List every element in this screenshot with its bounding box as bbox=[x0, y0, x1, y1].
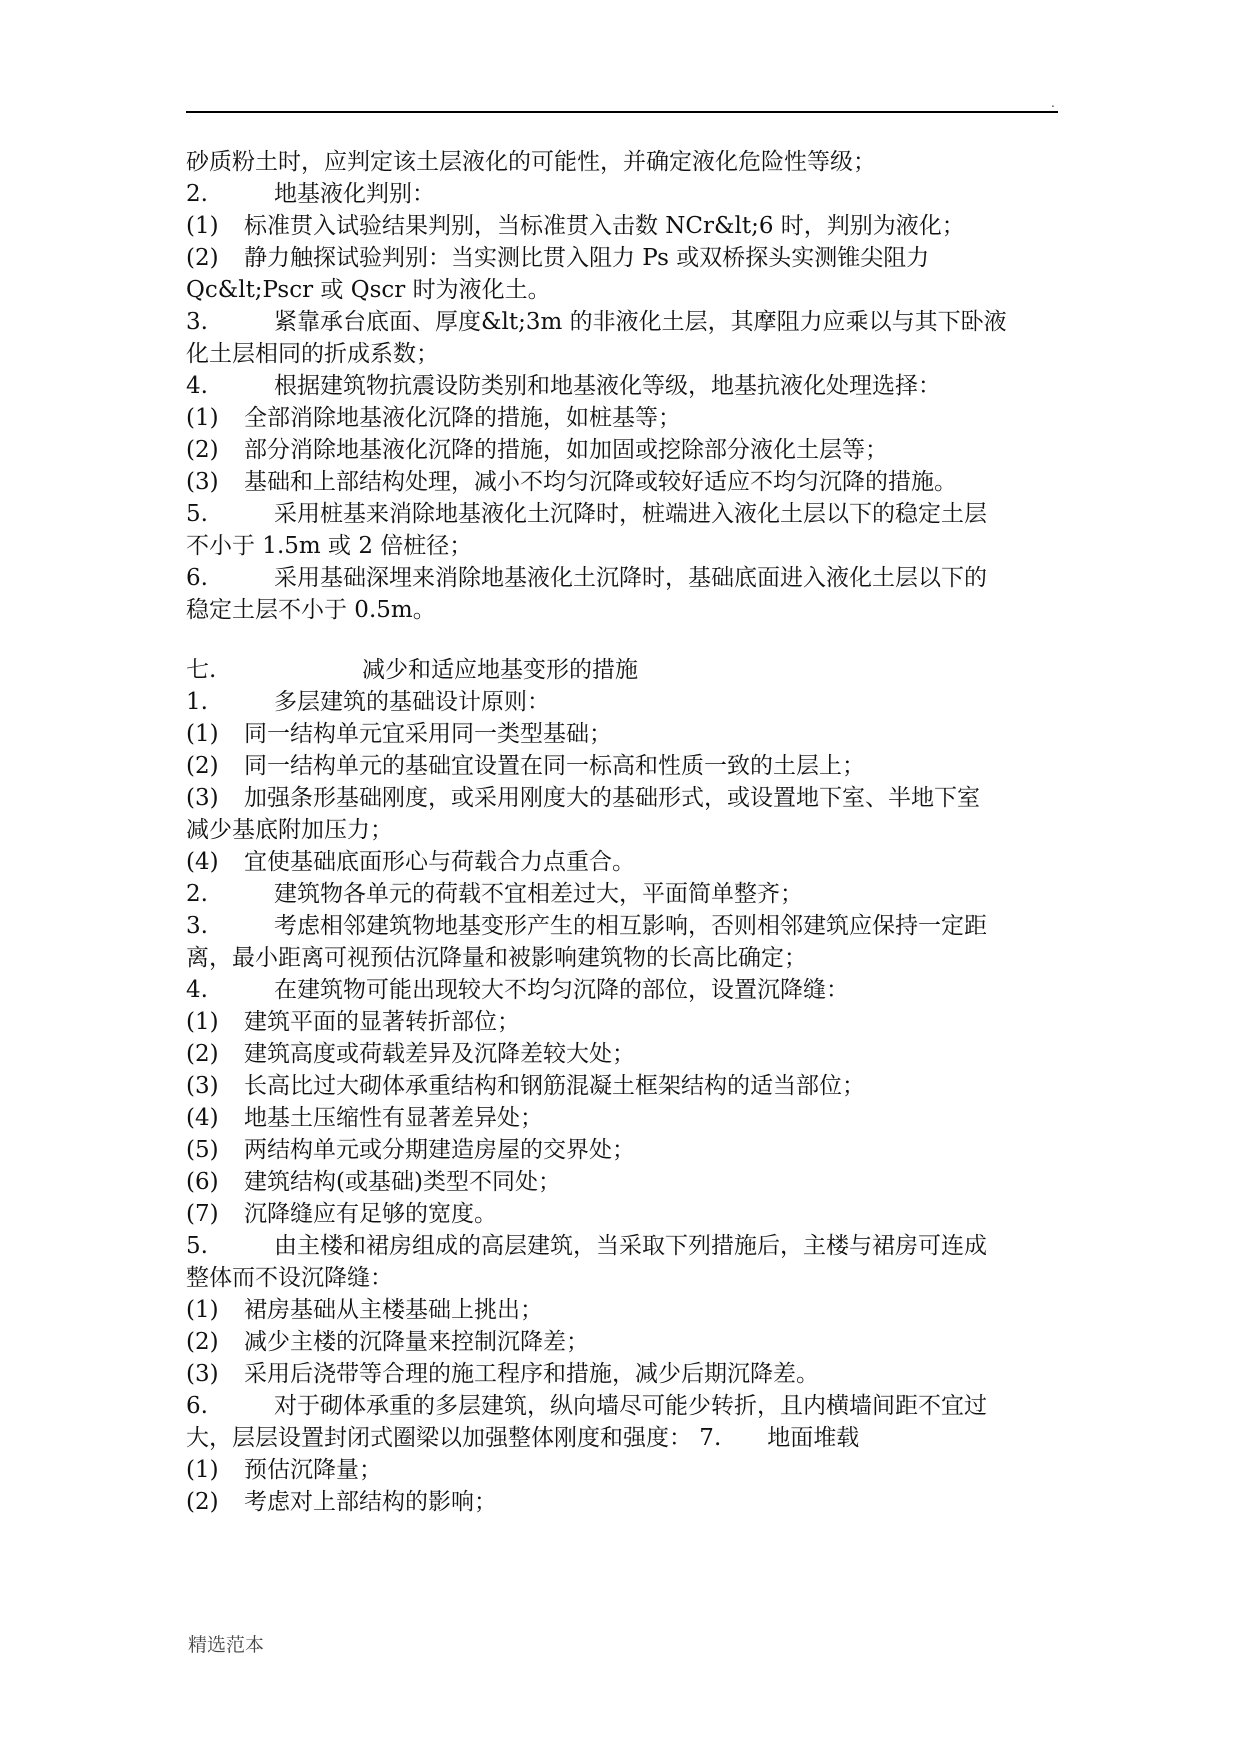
item-number: 2. bbox=[186, 881, 208, 907]
item-number: (4) bbox=[186, 849, 219, 875]
item-number: (2) bbox=[186, 753, 219, 779]
line-text: 采用基础深埋来消除地基液化土沉降时，基础底面进入液化土层以下的 bbox=[274, 565, 987, 591]
line-text: 采用桩基来消除地基液化土沉降时，桩端进入液化土层以下的稳定土层 bbox=[274, 501, 987, 527]
line-text: 紧靠承台底面、厚度&lt;3m 的非液化土层，其摩阻力应乘以与其下卧液 bbox=[274, 309, 1007, 335]
header-rule bbox=[186, 111, 1058, 113]
line-text: 长高比过大砌体承重结构和钢筋混凝土框架结构的适当部位； bbox=[244, 1073, 865, 1099]
item-number: (1) bbox=[186, 1297, 219, 1323]
line-text: 建筑物各单元的荷载不宜相差过大，平面简单整齐； bbox=[274, 881, 803, 907]
line-text: 根据建筑物抗震设防类别和地基液化等级，地基抗液化处理选择： bbox=[274, 373, 941, 399]
text-line bbox=[186, 878, 1066, 910]
item-number: (1) bbox=[186, 1009, 219, 1035]
text-line bbox=[186, 1294, 1066, 1326]
line-text: 地基液化判别： bbox=[274, 181, 435, 207]
text-line bbox=[186, 750, 1066, 782]
line-text: 砂质粉土时，应判定该土层液化的可能性，并确定液化危险性等级； bbox=[186, 149, 876, 175]
page-footer: 精选范本 bbox=[188, 1634, 265, 1656]
line-text: 宜使基础底面形心与荷载合力点重合。 bbox=[244, 849, 635, 875]
text-line bbox=[186, 434, 1066, 466]
line-text: 由主楼和裙房组成的高层建筑，当采取下列措施后，主楼与裙房可连成 bbox=[274, 1233, 987, 1259]
line-text: 预估沉降量； bbox=[244, 1457, 382, 1483]
line-text: 减少和适应地基变形的措施 bbox=[362, 657, 638, 683]
item-number: (3) bbox=[186, 1361, 219, 1387]
item-number: (1) bbox=[186, 213, 219, 239]
text-line bbox=[186, 1454, 1066, 1486]
text-line bbox=[186, 594, 1066, 626]
line-text: 建筑高度或荷载差异及沉降差较大处； bbox=[244, 1041, 635, 1067]
item-number: 4. bbox=[186, 977, 208, 1003]
item-number: (2) bbox=[186, 245, 219, 271]
item-number: (5) bbox=[186, 1137, 219, 1163]
item-number: 6. bbox=[186, 565, 208, 591]
text-line bbox=[186, 654, 1066, 686]
text-line bbox=[186, 1134, 1066, 1166]
text-line bbox=[186, 1198, 1066, 1230]
line-text: 大，层层设置封闭式圈梁以加强整体刚度和强度： 7. 地面堆载 bbox=[186, 1425, 860, 1451]
item-number: (1) bbox=[186, 721, 219, 747]
text-line bbox=[186, 274, 1066, 306]
item-number: (1) bbox=[186, 405, 219, 431]
text-line bbox=[186, 686, 1066, 718]
line-text: 不小于 1.5m 或 2 倍桩径； bbox=[186, 533, 473, 559]
line-text: 考虑对上部结构的影响； bbox=[244, 1489, 497, 1515]
line-text: 建筑结构(或基础)类型不同处； bbox=[244, 1169, 561, 1195]
line-text: 离，最小距离可视预估沉降量和被影响建筑物的长高比确定； bbox=[186, 945, 807, 971]
text-line bbox=[186, 782, 1066, 814]
text-line bbox=[186, 498, 1066, 530]
text-line bbox=[186, 1102, 1066, 1134]
text-line bbox=[186, 1006, 1066, 1038]
text-line bbox=[186, 178, 1066, 210]
text-line bbox=[186, 1262, 1066, 1294]
text-line bbox=[186, 1070, 1066, 1102]
item-number: (3) bbox=[186, 785, 219, 811]
line-text: 地基土压缩性有显著差异处； bbox=[244, 1105, 543, 1131]
item-number: (2) bbox=[186, 1489, 219, 1515]
document-body bbox=[186, 146, 1066, 1518]
text-line bbox=[186, 1230, 1066, 1262]
item-number: 6. bbox=[186, 1393, 208, 1419]
line-text: 在建筑物可能出现较大不均匀沉降的部位，设置沉降缝： bbox=[274, 977, 849, 1003]
text-line bbox=[186, 1166, 1066, 1198]
line-text: 减少基底附加压力； bbox=[186, 817, 393, 843]
line-text: Qc&lt;Pscr 或 Qscr 时为液化土。 bbox=[186, 277, 551, 303]
text-line bbox=[186, 242, 1066, 274]
text-line bbox=[186, 466, 1066, 498]
item-number: 2. bbox=[186, 181, 208, 207]
line-text: 多层建筑的基础设计原则： bbox=[274, 689, 550, 715]
text-line bbox=[186, 942, 1066, 974]
item-number: 3. bbox=[186, 309, 208, 335]
line-text: 两结构单元或分期建造房屋的交界处； bbox=[244, 1137, 635, 1163]
line-text: 同一结构单元宜采用同一类型基础； bbox=[244, 721, 612, 747]
line-text: 采用后浇带等合理的施工程序和措施，减少后期沉降差。 bbox=[244, 1361, 819, 1387]
text-line bbox=[186, 562, 1066, 594]
line-text: 同一结构单元的基础宜设置在同一标高和性质一致的土层上； bbox=[244, 753, 865, 779]
line-text: 标准贯入试验结果判别，当标准贯入击数 NCr&lt;6 时，判别为液化； bbox=[244, 213, 965, 239]
item-number: (1) bbox=[186, 1457, 219, 1483]
line-text: 稳定土层不小于 0.5m。 bbox=[186, 597, 436, 623]
text-line bbox=[186, 814, 1066, 846]
text-line bbox=[186, 846, 1066, 878]
item-number: (2) bbox=[186, 437, 219, 463]
text-line bbox=[186, 210, 1066, 242]
line-text: 沉降缝应有足够的宽度。 bbox=[244, 1201, 497, 1227]
line-text: 化土层相同的折成系数； bbox=[186, 341, 439, 367]
text-line bbox=[186, 402, 1066, 434]
text-line bbox=[186, 306, 1066, 338]
item-number: (6) bbox=[186, 1169, 219, 1195]
text-line bbox=[186, 1422, 1066, 1454]
text-line bbox=[186, 1326, 1066, 1358]
item-number: (3) bbox=[186, 1073, 219, 1099]
text-line bbox=[186, 530, 1066, 562]
line-text: 全部消除地基液化沉降的措施，如桩基等； bbox=[244, 405, 681, 431]
text-line bbox=[186, 910, 1066, 942]
line-text: 整体而不设沉降缝： bbox=[186, 1265, 393, 1291]
line-text: 减少主楼的沉降量来控制沉降差； bbox=[244, 1329, 589, 1355]
line-text: 静力触探试验判别：当实测比贯入阻力 Ps 或双桥探头实测锥尖阻力 bbox=[244, 245, 930, 271]
line-text: 基础和上部结构处理，减小不均匀沉降或较好适应不均匀沉降的措施。 bbox=[244, 469, 957, 495]
text-line bbox=[186, 370, 1066, 402]
text-line bbox=[186, 1390, 1066, 1422]
item-number: (3) bbox=[186, 469, 219, 495]
item-number: 七. bbox=[186, 657, 217, 683]
item-number: 3. bbox=[186, 913, 208, 939]
header-mark: . bbox=[1051, 96, 1055, 110]
text-line bbox=[186, 1486, 1066, 1518]
text-line bbox=[186, 626, 1066, 654]
item-number: (7) bbox=[186, 1201, 219, 1227]
line-text: 建筑平面的显著转折部位； bbox=[244, 1009, 520, 1035]
line-text: 考虑相邻建筑物地基变形产生的相互影响，否则相邻建筑应保持一定距 bbox=[274, 913, 987, 939]
text-line bbox=[186, 146, 1066, 178]
text-line bbox=[186, 718, 1066, 750]
item-number: (2) bbox=[186, 1041, 219, 1067]
line-text: 对于砌体承重的多层建筑，纵向墙尽可能少转折，且内横墙间距不宜过 bbox=[274, 1393, 987, 1419]
item-number: 1. bbox=[186, 689, 208, 715]
item-number: 4. bbox=[186, 373, 208, 399]
text-line bbox=[186, 974, 1066, 1006]
item-number: (2) bbox=[186, 1329, 219, 1355]
text-line bbox=[186, 1038, 1066, 1070]
text-line bbox=[186, 338, 1066, 370]
item-number: 5. bbox=[186, 501, 208, 527]
text-line bbox=[186, 1358, 1066, 1390]
line-text: 部分消除地基液化沉降的措施，如加固或挖除部分液化土层等； bbox=[244, 437, 888, 463]
line-text: 加强条形基础刚度，或采用刚度大的基础形式，或设置地下室、半地下室 bbox=[244, 785, 980, 811]
line-text: 裙房基础从主楼基础上挑出； bbox=[244, 1297, 543, 1323]
item-number: 5. bbox=[186, 1233, 208, 1259]
item-number: (4) bbox=[186, 1105, 219, 1131]
